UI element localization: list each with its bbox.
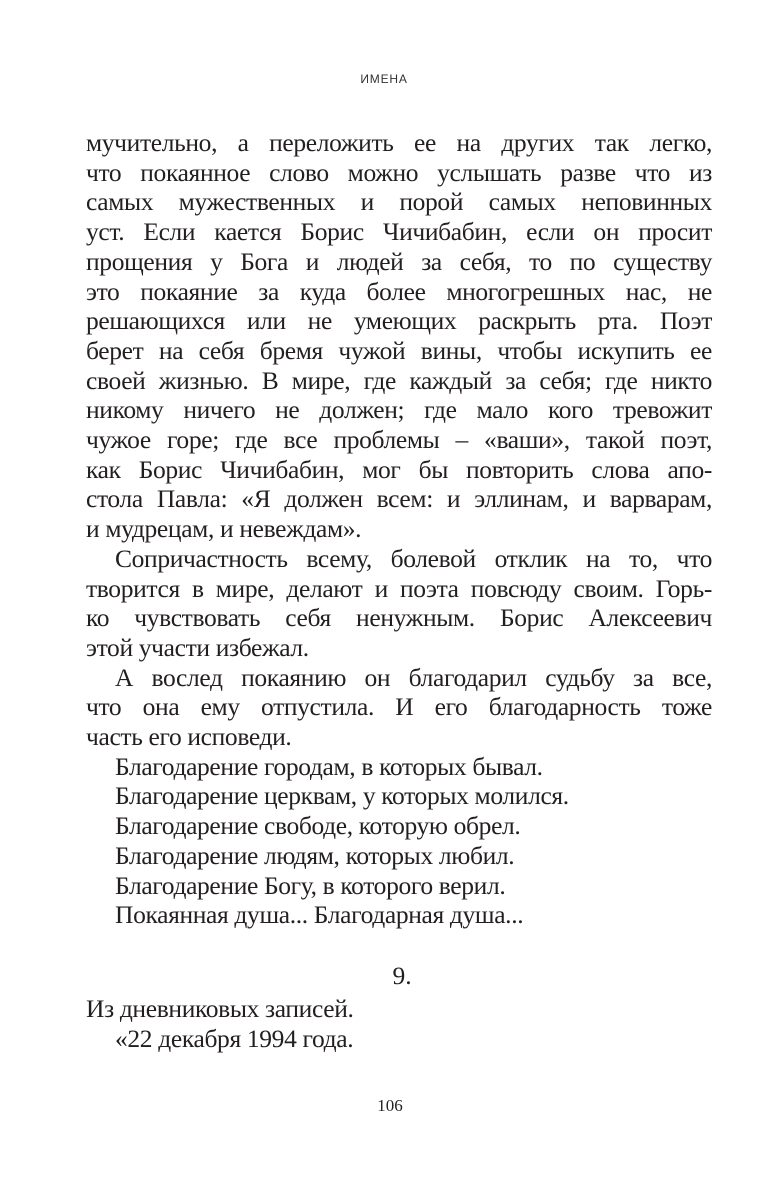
verse-line: Благодарение свободе, которую обрел.: [115, 811, 521, 841]
running-head: ИМЕНА: [360, 72, 408, 86]
text-line: что она ему отпустила. И его благодарность тоже: [86, 692, 712, 722]
section-number: 9.: [392, 961, 412, 990]
paragraph-2: [86, 544, 712, 663]
text-line: уст. Если кается Борис Чичибабин, если он просит: [86, 217, 712, 247]
text-line: как Борис Чичибабин, мог бы повторить слова апо-: [86, 454, 712, 484]
paragraph-1: [86, 128, 712, 544]
text-line: это покаяние за куда более многогрешных нас, не: [86, 276, 712, 306]
verse-line: Благодарение людям, которых любил.: [115, 840, 515, 870]
paragraph-3: [86, 663, 712, 752]
gratitude-verse: [86, 752, 712, 930]
text-line: часть его исповеди.: [86, 722, 292, 752]
body-text: [86, 128, 712, 930]
text-line: Сопричастность всему, болевой отклик на то, что: [115, 543, 712, 573]
text-line: и мудрецам, и невеждам».: [86, 514, 362, 544]
text-line: А вослед покаянию он благодарил судьбу за все,: [115, 662, 712, 692]
verse-line: Благодарение Богу, в которого верил.: [115, 870, 506, 900]
page-number: 106: [377, 1096, 403, 1115]
verse-line: Благодарение церквам, у которых молился.: [115, 781, 569, 811]
text-line: что покаянное слово можно услышать разве что из: [86, 157, 712, 187]
text-line: «22 декабря 1994 года.: [115, 1023, 354, 1053]
text-line: этой участи избежал.: [86, 632, 309, 662]
text-line: творится в мире, делают и поэта повсюду своим. Горь-: [86, 573, 712, 603]
verse-line: Благодарение городам, в которых бывал.: [115, 751, 543, 781]
text-line: прощения у Бога и людей за себя, то по существу: [86, 246, 712, 276]
text-line: берет на себя бремя чужой вины, чтобы искупить ее: [86, 335, 712, 365]
text-line: чужое горе; где все проблемы – «ваши», такой поэт,: [86, 425, 712, 455]
text-line: никому ничего не должен; где мало кого тревожит: [86, 395, 712, 425]
text-line: самых мужественных и порой самых неповинных: [86, 187, 712, 217]
text-line: ко чувствовать себя ненужным. Борис Алексеевич: [86, 603, 712, 633]
text-line: решающихся или не умеющих раскрыть рта. Поэт: [86, 306, 712, 336]
verse-line: Покаянная душа... Благодарная душа...: [115, 900, 524, 930]
text-line: стола Павла: «Я должен всем: и эллинам, и варварам,: [86, 484, 712, 514]
text-line: мучительно, а переложить ее на других так легко,: [86, 128, 712, 157]
section-9-text: [86, 994, 712, 1053]
text-line: Из дневниковых записей.: [86, 994, 354, 1023]
text-line: своей жизнью. В мире, где каждый за себя; где никто: [86, 365, 712, 395]
